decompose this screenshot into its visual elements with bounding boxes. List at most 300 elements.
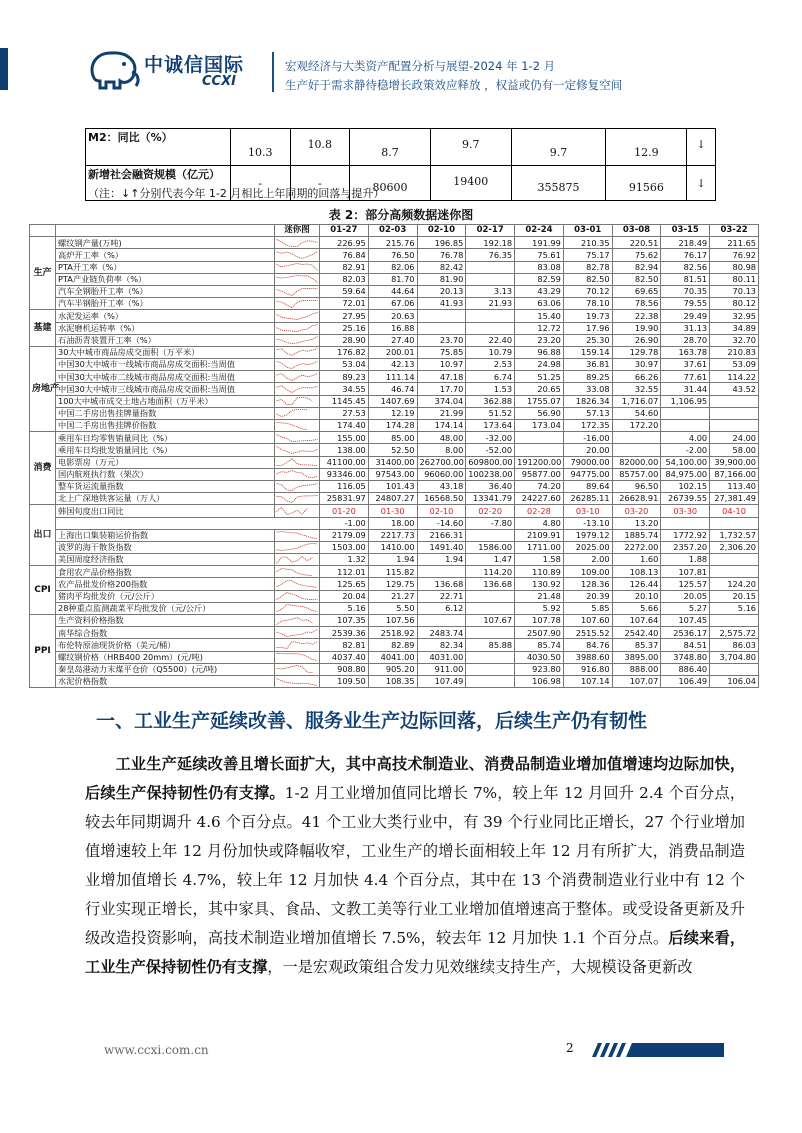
value-cell: 79.55	[661, 298, 710, 310]
value-cell: -16.00	[563, 432, 612, 444]
value-cell: 12.19	[368, 407, 417, 419]
sparkline-path	[277, 471, 318, 478]
value-cell: 16568.50	[417, 493, 466, 505]
sparkline-cell	[275, 237, 320, 249]
value-cell: 1.53	[466, 383, 515, 395]
column-header: 02-10	[417, 225, 466, 237]
value-cell: 2025.00	[563, 541, 612, 553]
value-cell: 4030.50	[515, 651, 564, 663]
value-cell: 908.80	[320, 663, 369, 675]
value-cell	[710, 395, 759, 407]
value-cell: 52.50	[368, 444, 417, 456]
date-label: 02-10	[417, 505, 466, 517]
row-name: 30大中城市商品房成交面积（万平米）	[56, 346, 275, 358]
value-cell: 29.49	[661, 310, 710, 322]
row-name: PTA产业链负荷率（%）	[56, 273, 275, 285]
value-cell: 28.70	[661, 334, 710, 346]
value-cell	[612, 444, 661, 456]
row-name: 中国30大中城市一线城市商品房成交面积:当周值	[56, 359, 275, 371]
value-cell: 6.74	[466, 371, 515, 383]
table-row	[30, 334, 759, 346]
column-header: 01-27	[320, 225, 369, 237]
row-name: 石油沥青装置开工率（%）	[56, 334, 275, 346]
value-cell: 128.36	[563, 578, 612, 590]
value-cell	[710, 517, 759, 529]
value-cell: 97543.00	[368, 468, 417, 480]
sparkline	[275, 250, 319, 260]
value-cell: 2357.20	[661, 541, 710, 553]
value-cell: 20.65	[515, 383, 564, 395]
column-header: 03-15	[661, 225, 710, 237]
row-name: 秦皇岛港动力末煤平仓价（Q5500）(元/吨)	[56, 663, 275, 675]
column-header: 02-03	[368, 225, 417, 237]
value-cell	[466, 322, 515, 334]
value-cell	[417, 615, 466, 627]
value-cell: 20.00	[563, 444, 612, 456]
date-label: 03-30	[661, 505, 710, 517]
sparkline-path	[277, 264, 318, 271]
table-row	[30, 346, 759, 358]
value-cell: 108.13	[612, 566, 661, 578]
sparkline	[275, 238, 319, 248]
value-cell: -2.00	[661, 444, 710, 456]
value-cell: 22.40	[466, 334, 515, 346]
sparkline	[275, 640, 319, 650]
sparkline-path	[277, 556, 313, 563]
sparkline-cell	[275, 359, 320, 371]
column-header: 02-17	[466, 225, 515, 237]
date-label: 03-10	[563, 505, 612, 517]
value-cell: 21.48	[515, 590, 564, 602]
sparkline-path	[277, 678, 318, 685]
value-cell: 82.03	[320, 273, 369, 285]
value-cell: 96.50	[612, 480, 661, 492]
sparkline	[275, 347, 319, 357]
value-cell: 21.99	[417, 407, 466, 419]
value-cell: 15.40	[515, 310, 564, 322]
value-cell: 72.01	[320, 298, 369, 310]
value-cell: 82.59	[515, 273, 564, 285]
category-label: PPI	[30, 615, 56, 688]
sparkline-path	[277, 276, 318, 283]
value-cell: 86.03	[710, 639, 759, 651]
value-cell: 16.88	[368, 322, 417, 334]
value-cell: 96.88	[515, 346, 564, 358]
value-cell: 54,100.00	[661, 456, 710, 468]
value-cell: 1772.92	[661, 529, 710, 541]
value-cell: 3,704.80	[710, 651, 759, 663]
sparkline-cell	[275, 541, 320, 553]
row-name: 食用农产品价格指数	[56, 566, 275, 578]
logo-text-en: CCXI	[202, 74, 236, 89]
row-name: 电影票房（万元）	[56, 456, 275, 468]
date-subheader-row	[30, 505, 759, 517]
sparkline-path	[277, 654, 318, 661]
value-cell: 30.97	[612, 359, 661, 371]
value-cell: 89.23	[320, 371, 369, 383]
value-cell: 1503.00	[320, 541, 369, 553]
value-cell: 2515.52	[563, 627, 612, 639]
table-row	[30, 298, 759, 310]
sparkline-path	[277, 495, 318, 502]
value-cell	[466, 310, 515, 322]
sparkline-cell	[275, 420, 320, 432]
sparkline-path	[277, 410, 308, 417]
value-cell	[710, 663, 759, 675]
value-cell: 107.67	[466, 615, 515, 627]
value-cell	[612, 432, 661, 444]
value-cell: 85757.00	[612, 468, 661, 480]
sparkline-path	[277, 239, 318, 246]
value-cell: 26739.55	[661, 493, 710, 505]
value-cell: 85.74	[515, 639, 564, 651]
value-cell: 1711.00	[515, 541, 564, 553]
value-cell: 54.60	[612, 407, 661, 419]
row-name: 水泥发运率（%）	[56, 310, 275, 322]
sparkline-cell	[275, 627, 320, 639]
value-cell: 113.40	[710, 480, 759, 492]
value-cell: 82.89	[368, 639, 417, 651]
sparkline	[275, 335, 319, 345]
date-label: 01-20	[320, 505, 369, 517]
sparkline	[275, 360, 319, 370]
value-cell: 87,166.00	[710, 468, 759, 480]
table-row	[30, 541, 759, 553]
value-cell	[710, 420, 759, 432]
value-cell	[515, 432, 564, 444]
value-cell	[466, 273, 515, 285]
value-cell: 200.01	[368, 346, 417, 358]
value-cell: 24807.27	[368, 493, 417, 505]
value-cell: 81.51	[661, 273, 710, 285]
cell: 80600	[350, 166, 431, 201]
value-cell: 114.22	[710, 371, 759, 383]
value-cell: 2536.17	[661, 627, 710, 639]
value-cell: 111.14	[368, 371, 417, 383]
sparkline	[275, 677, 319, 687]
value-cell: 4041.00	[368, 651, 417, 663]
table-row	[30, 395, 759, 407]
sparkline-cell	[275, 456, 320, 468]
sparkline-cell	[275, 493, 320, 505]
value-cell: 2109.91	[515, 529, 564, 541]
value-cell: 2507.90	[515, 627, 564, 639]
value-cell: 210.83	[710, 346, 759, 358]
row-name: 高炉开工率（%）	[56, 249, 275, 261]
body-paragraph	[85, 750, 745, 982]
value-cell	[466, 675, 515, 687]
table-row	[30, 456, 759, 468]
table-row	[30, 420, 759, 432]
value-cell	[710, 566, 759, 578]
value-cell: 888.00	[612, 663, 661, 675]
value-cell: 23.70	[417, 334, 466, 346]
value-cell: 159.14	[563, 346, 612, 358]
sparkline-cell	[275, 310, 320, 322]
value-cell: 20.15	[710, 590, 759, 602]
value-cell: 75.85	[417, 346, 466, 358]
sparkline	[275, 603, 319, 613]
value-cell: 74.20	[515, 480, 564, 492]
table-row	[30, 602, 759, 614]
sparkline-path	[277, 373, 318, 380]
value-cell: 76.78	[417, 249, 466, 261]
value-cell	[661, 407, 710, 419]
value-cell: 56.90	[515, 407, 564, 419]
value-cell: 226.95	[320, 237, 369, 249]
value-cell: 43.52	[710, 383, 759, 395]
value-cell: 58.00	[710, 444, 759, 456]
value-cell: 125.57	[661, 578, 710, 590]
row-name: 中国二手房出售挂牌价指数	[56, 420, 275, 432]
sparkline	[275, 299, 319, 309]
cell: 355875	[511, 166, 606, 201]
value-cell: 1.60	[612, 554, 661, 566]
value-cell: 1.94	[368, 554, 417, 566]
table-row	[30, 517, 759, 529]
sparkline	[275, 542, 319, 552]
value-cell: 47.18	[417, 371, 466, 383]
value-cell: 82.50	[612, 273, 661, 285]
row-name: 农产品批发价格200指数	[56, 578, 275, 590]
sparkline-cell	[275, 480, 320, 492]
value-cell: 4037.40	[320, 651, 369, 663]
value-cell: 78.10	[563, 298, 612, 310]
value-cell: 53.09	[710, 359, 759, 371]
value-cell: 59.64	[320, 285, 369, 297]
value-cell: 210.35	[563, 237, 612, 249]
value-cell: 39,900.00	[710, 456, 759, 468]
value-cell: 82.78	[563, 261, 612, 273]
value-cell: 69.65	[612, 285, 661, 297]
cell: 8.7	[350, 129, 431, 166]
value-cell: 1979.12	[563, 529, 612, 541]
value-cell: 70.12	[563, 285, 612, 297]
row-name: 水泥磨机运转率（%）	[56, 322, 275, 334]
sparkline	[275, 445, 319, 455]
value-cell: -13.10	[563, 517, 612, 529]
row-label: 新增社会融资规模（亿元）	[86, 166, 231, 201]
value-cell: 32.55	[612, 383, 661, 395]
value-cell: 112.01	[320, 566, 369, 578]
value-cell: 196.85	[417, 237, 466, 249]
value-cell: 22.38	[612, 310, 661, 322]
row-name: 南华综合指数	[56, 627, 275, 639]
value-cell: 28.90	[320, 334, 369, 346]
sparkline-path	[277, 605, 318, 612]
value-cell: 26285.11	[563, 493, 612, 505]
value-cell: 3.13	[466, 285, 515, 297]
value-cell: 93346.00	[320, 468, 369, 480]
value-cell: 114.20	[466, 566, 515, 578]
value-cell: 5.16	[320, 602, 369, 614]
value-cell: 173.64	[466, 420, 515, 432]
value-cell: 1826.34	[563, 395, 612, 407]
value-cell: 53.04	[320, 359, 369, 371]
table-row	[86, 129, 716, 166]
value-cell: 100238.00	[466, 468, 515, 480]
cell: 10.8	[290, 129, 350, 166]
row-label: M2：同比（%）	[86, 129, 231, 166]
value-cell: 3748.80	[661, 651, 710, 663]
value-cell: 6.12	[417, 602, 466, 614]
sparkline	[275, 469, 319, 479]
sparkline-path	[277, 434, 318, 441]
value-cell: 75.17	[563, 249, 612, 261]
value-cell: 20.10	[612, 590, 661, 602]
sparkline-cell	[275, 383, 320, 395]
sparkline-cell	[275, 285, 320, 297]
value-cell: 94775.00	[563, 468, 612, 480]
value-cell: 5.92	[515, 602, 564, 614]
footer-url[interactable]: www.ccxi.com.cn	[104, 1043, 209, 1057]
date-label: 01-30	[368, 505, 417, 517]
row-name: 猪肉平均批发价（元/公斤）	[56, 590, 275, 602]
footer-stripes-decoration	[592, 1043, 724, 1057]
value-cell: 43.18	[417, 480, 466, 492]
table-row	[30, 578, 759, 590]
value-cell: 41.93	[417, 298, 466, 310]
sparkline-cell	[275, 273, 320, 285]
body-text: 1-2 月工业增加值同比增长 7%，较上年 12 月回升 2.4 个百分点，较去年同期调升 4.6 个百分点。41 个工业大类行业中，有 39 个行业同比正增长，27 个行业增加值增速较上年 12 月份加快或降幅收窄，工业生产的增长面相较上年 12 月有所扩大，消费品制造业增加值增长 4.7%，较上年 12 月加快 4.4 个百分点，其中在 13 个消费制造业行业中有 12 个行业实现正增长，其中家具、食品、文教工美等行业工业增加值增速高于整体。或受设备更新及升级改造投资影响，高技术制造业增加值增长 7.5%，较去年 12 月加快 1.1 个百分点。	[85, 784, 745, 947]
sparkline-path	[277, 532, 318, 539]
value-cell: 96060.00	[417, 468, 466, 480]
value-cell	[661, 517, 710, 529]
value-cell: 191200.00	[515, 456, 564, 468]
value-cell: 79000.00	[563, 456, 612, 468]
sparkline	[275, 433, 319, 443]
sparkline-cell	[275, 554, 320, 566]
value-cell	[515, 444, 564, 456]
value-cell	[661, 420, 710, 432]
value-cell	[417, 322, 466, 334]
value-cell: 83.08	[515, 261, 564, 273]
value-cell: 155.00	[320, 432, 369, 444]
value-cell: 20.04	[320, 590, 369, 602]
value-cell: 24.98	[515, 359, 564, 371]
sparkline	[275, 274, 319, 284]
table-row	[30, 432, 759, 444]
sparkline-path	[277, 312, 318, 319]
table-row	[30, 249, 759, 261]
cell: 9.7	[430, 129, 511, 166]
page-number: 2	[566, 1041, 574, 1055]
value-cell: 609800.00	[466, 456, 515, 468]
table-note: （注：↓↑分别代表今年 1-2 月相比上年同期的回落与提升）	[88, 187, 385, 200]
sparkline-path	[277, 325, 318, 332]
ccxi-logo	[84, 48, 274, 94]
value-cell: 44.64	[368, 285, 417, 297]
cell: -	[290, 166, 350, 201]
value-cell: 80.98	[710, 261, 759, 273]
body-text-tail: ，一是宏观政策组合发力见效继续支持生产，大规模设备更新改	[267, 958, 693, 976]
sparkline	[275, 567, 319, 577]
value-cell: 2,306.20	[710, 541, 759, 553]
value-cell: 82.94	[612, 261, 661, 273]
column-header: 03-22	[710, 225, 759, 237]
value-cell: 211.65	[710, 237, 759, 249]
value-cell: 34.89	[710, 322, 759, 334]
table-row	[30, 639, 759, 651]
sparkline	[275, 262, 319, 272]
table-row	[30, 444, 759, 456]
date-label: 04-10	[710, 505, 759, 517]
header-accent-bar	[0, 48, 8, 90]
value-cell: 78.56	[612, 298, 661, 310]
sparkline-path	[277, 251, 318, 258]
table-row	[30, 529, 759, 541]
value-cell: 76.17	[661, 249, 710, 261]
value-cell: 191.99	[515, 237, 564, 249]
table-row	[30, 651, 759, 663]
sparkline-cell	[275, 578, 320, 590]
value-cell	[466, 529, 515, 541]
row-name: 北上广深地铁客运量（万人）	[56, 493, 275, 505]
value-cell: 126.44	[612, 578, 661, 590]
value-cell: 130.92	[515, 578, 564, 590]
value-cell: 176.82	[320, 346, 369, 358]
logo-text-cn: 中诚信国际	[144, 54, 245, 76]
table-row	[30, 237, 759, 249]
row-name: 美国周度经济指数	[56, 554, 275, 566]
value-cell: 101.43	[368, 480, 417, 492]
sparkline	[275, 555, 319, 565]
value-cell: 41100.00	[320, 456, 369, 468]
value-cell: 81.70	[368, 273, 417, 285]
sparkline-cell	[275, 346, 320, 358]
value-cell: 107.45	[661, 615, 710, 627]
row-name: 汽车半钢胎开工率（%）	[56, 298, 275, 310]
sparkline-path	[277, 483, 318, 490]
table-header-row	[30, 225, 759, 237]
value-cell: 916.80	[563, 663, 612, 675]
value-cell: 1491.40	[417, 541, 466, 553]
value-cell: 374.04	[417, 395, 466, 407]
value-cell: 4.00	[661, 432, 710, 444]
value-cell: 262700.00	[417, 456, 466, 468]
value-cell: 129.78	[612, 346, 661, 358]
sparkline	[275, 652, 319, 662]
sparkline-cell	[275, 639, 320, 651]
value-cell: 84.51	[661, 639, 710, 651]
value-cell: 32.95	[710, 310, 759, 322]
value-cell: 116.05	[320, 480, 369, 492]
table2-title: 表 2：部分高频数据迷你图	[328, 208, 474, 222]
row-name: 中国二手房出售挂牌量指数	[56, 407, 275, 419]
sparkline-cell	[275, 432, 320, 444]
value-cell: 31.13	[661, 322, 710, 334]
value-cell: 905.20	[368, 663, 417, 675]
cell: -	[231, 166, 291, 201]
sparkline	[275, 408, 319, 418]
sparkline-path	[277, 593, 318, 600]
table-row	[30, 627, 759, 639]
column-header: 03-01	[563, 225, 612, 237]
value-cell: 136.68	[417, 578, 466, 590]
sparkline-cell	[275, 371, 320, 383]
report-title: 宏观经济与大类资产配置分析与展望-2024 年 1-2 月	[285, 59, 556, 73]
value-cell: 10.97	[417, 359, 466, 371]
category-label: 出口	[30, 505, 56, 566]
value-cell: 17.70	[417, 383, 466, 395]
sparkline	[275, 323, 319, 333]
value-cell: 2542.40	[612, 627, 661, 639]
value-cell: 27.40	[368, 334, 417, 346]
value-cell: 923.80	[515, 663, 564, 675]
sparkline-path	[277, 544, 318, 551]
body-bold-followup: 后续来看，工业生产保持韧性仍有支撑	[85, 929, 745, 976]
value-cell: 125.65	[320, 578, 369, 590]
